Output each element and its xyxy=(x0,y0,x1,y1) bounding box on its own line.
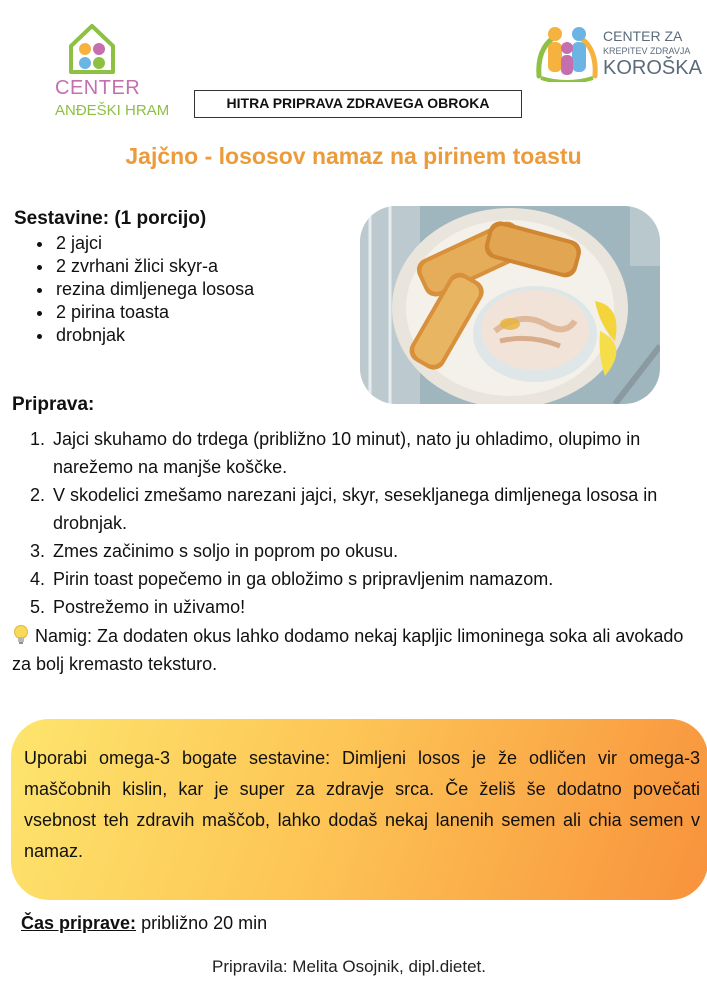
step-number: 3. xyxy=(30,541,46,561)
step-number: 1. xyxy=(30,429,46,449)
house-faces-icon xyxy=(67,22,117,74)
ingredient-item: • 2 zvrhani žlici skyr-a xyxy=(54,255,254,278)
step-text: Zmes začinimo s soljo in poprom po okusu. xyxy=(53,541,399,561)
recipe-title: Jajčno - lososov namaz na pirinem toastu xyxy=(125,143,582,169)
step-item xyxy=(30,425,700,481)
header-tag: HITRA PRIPRAVA ZDRAVEGA OBROKA xyxy=(194,90,522,118)
step-number: 5. xyxy=(30,597,46,617)
step-text: Jajci skuhamo do trdega (približno 10 minut), nato ju ohladimo, olupimo in narežemo na manjše koščke. xyxy=(53,429,641,477)
logo-left-line2: ANĐEŠKI HRAM xyxy=(55,102,170,119)
step-item xyxy=(30,481,700,537)
logo-center-andeski-hram xyxy=(55,22,175,122)
logo-right-line1: CENTER ZA xyxy=(603,28,683,44)
lightbulb-icon xyxy=(12,625,30,645)
step-text: Pirin toast popečemo in ga obložimo s pripravljenim namazom. xyxy=(53,569,554,589)
logo-left-line1: CENTER xyxy=(55,77,141,99)
ingredients-heading: Sestavine: (1 porcijo) xyxy=(14,208,207,229)
ingredient-item: • 2 pirina toasta xyxy=(54,301,254,324)
tip-text: Namig: Za dodaten okus lahko dodamo nekaj kapljic limoninega soka ali avokado za bolj kremasto teksturo. xyxy=(12,626,684,674)
prep-time xyxy=(21,913,267,934)
dish-photo xyxy=(360,206,660,404)
ingredients-list xyxy=(34,232,254,347)
step-number: 2. xyxy=(30,485,46,505)
logo-right-line2: KREPITEV ZDRAVJA xyxy=(603,46,691,56)
step-text: Postrežemo in uživamo! xyxy=(53,597,246,617)
step-text: V skodelici zmešamo narezani jajci, skyr, sesekljanega dimljenega lososa in drobnjak. xyxy=(53,485,658,533)
preparation-steps xyxy=(30,425,700,621)
step-item xyxy=(30,565,700,593)
logo-right-line3: KOROŠKA xyxy=(603,57,702,79)
family-icon xyxy=(533,20,601,82)
ingredient-item: • 2 jajci xyxy=(54,232,254,255)
preparation-heading: Priprava: xyxy=(12,394,95,415)
author-credit: Pripravila: Melita Osojnik, dipl.dietet. xyxy=(212,957,487,976)
ingredient-item: • drobnjak xyxy=(54,324,254,347)
step-number: 4. xyxy=(30,569,46,589)
omega3-info-box xyxy=(11,719,707,900)
tip-paragraph xyxy=(12,622,692,678)
step-item xyxy=(30,593,700,621)
prep-time-value: približno 20 min xyxy=(141,913,268,933)
logo-center-krepitev-zdravja xyxy=(533,20,703,90)
omega3-info-text: Uporabi omega-3 bogate sestavine: Dimljeni losos je že odličen vir omega-3 maščobnih kislin, kar je super za zdravje srca. Če želiš še dodatno povečati vsebnost teh zdravih maščob, lahko dodaš nekaj lanenih semen ali chia semen v namaz. xyxy=(24,748,700,861)
step-item xyxy=(30,537,700,565)
prep-time-label: Čas priprave: xyxy=(21,913,137,933)
ingredient-item: • rezina dimljenega lososa xyxy=(54,278,254,301)
